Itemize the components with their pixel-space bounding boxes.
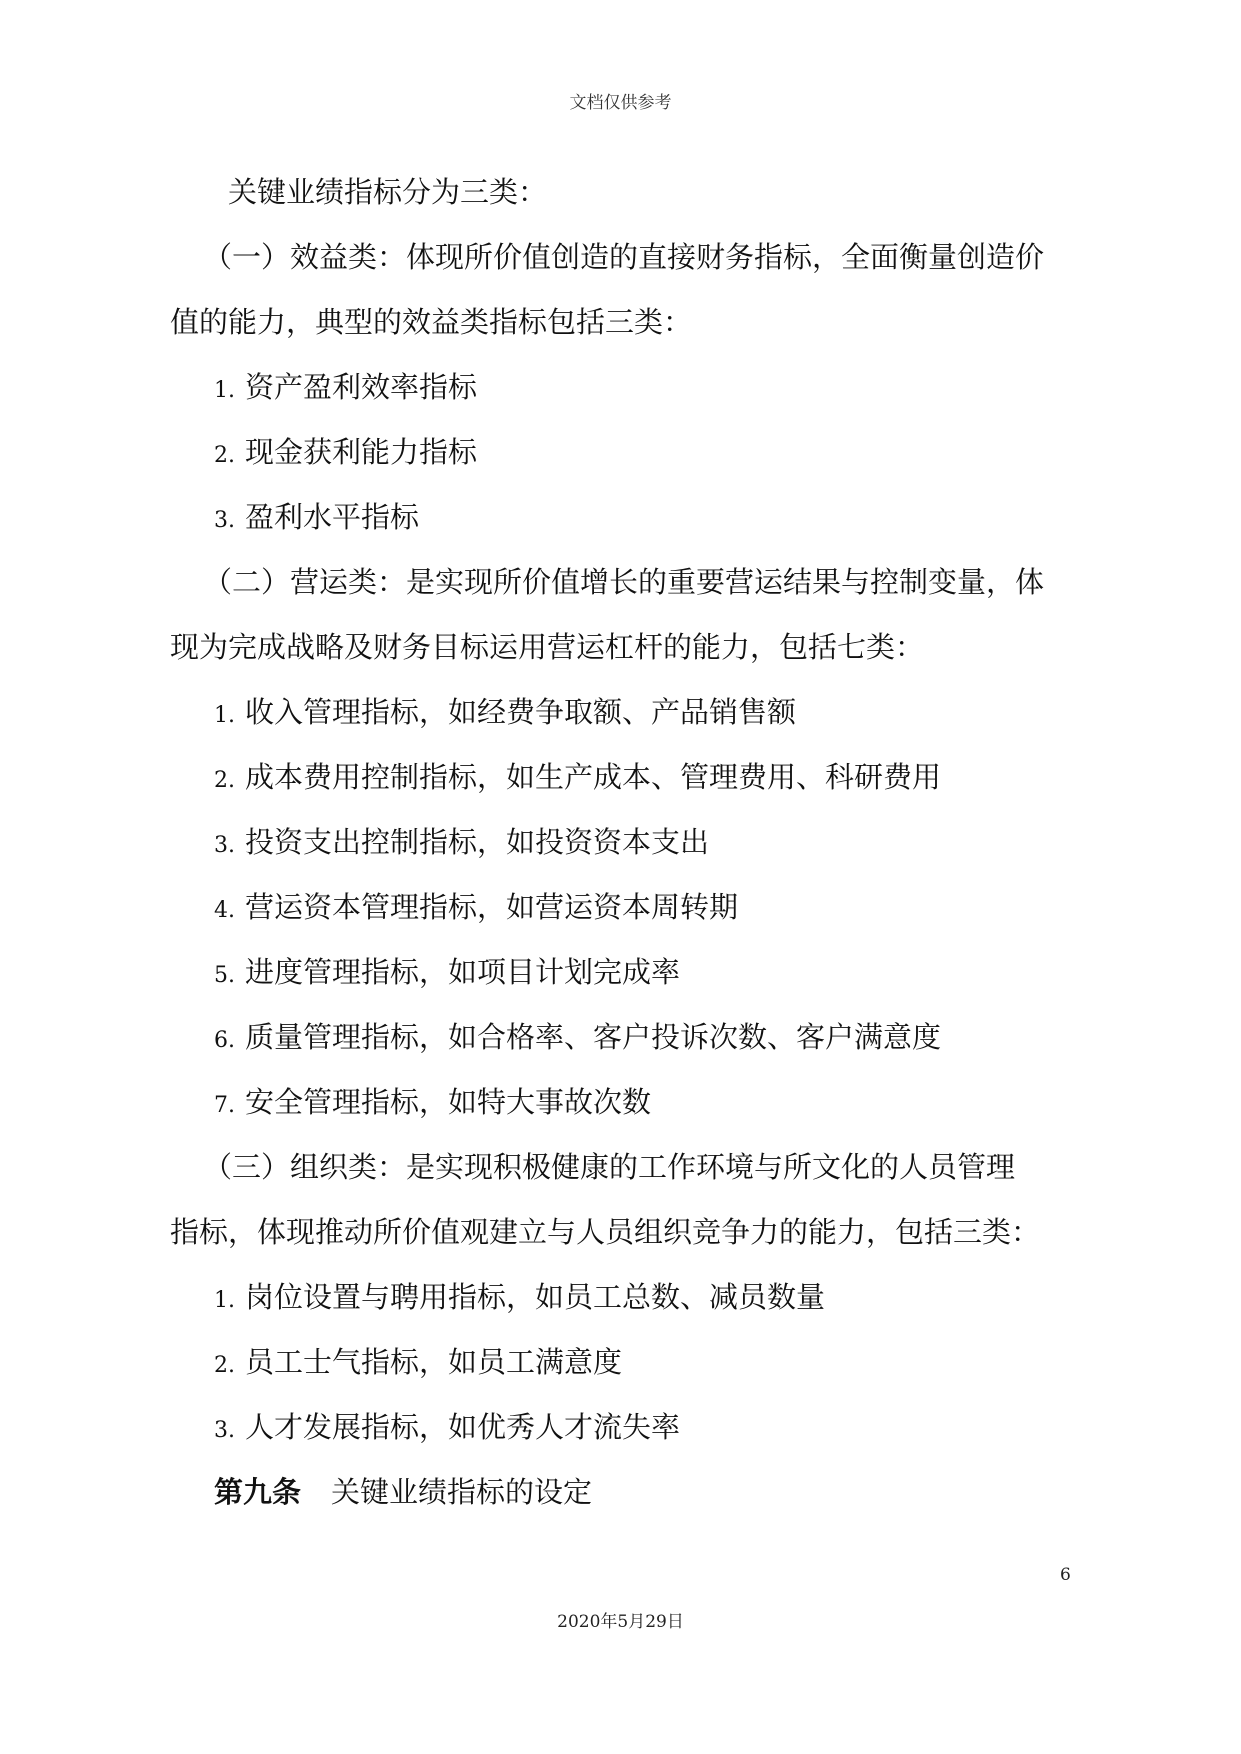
- intro-paragraph: 关键业绩指标分为三类：: [228, 175, 548, 209]
- list-item: 3. 盈利水平指标: [214, 500, 420, 534]
- list-item: 2. 现金获利能力指标: [214, 435, 478, 469]
- list-item: 4. 营运资本管理指标，如营运资本周转期: [214, 890, 739, 924]
- list-item: 1. 收入管理指标，如经费争取额、产品销售额: [214, 695, 797, 729]
- page-number: 6: [1060, 1565, 1071, 1585]
- page-header: 文档仅供参考: [569, 93, 672, 113]
- page-footer-date: 2020年5月29日: [557, 1612, 684, 1632]
- list-item: 1. 资产盈利效率指标: [214, 370, 478, 404]
- list-item: 7. 安全管理指标，如特大事故次数: [214, 1085, 652, 1119]
- section-1-heading: （一）效益类：体现所价值创造的直接财务指标，全面衡量创造价: [203, 240, 1045, 274]
- list-item: 3. 投资支出控制指标，如投资资本支出: [214, 825, 710, 859]
- section-2-heading-cont: 现为完成战略及财务目标运用营运杠杆的能力，包括七类：: [170, 630, 925, 664]
- section-2-heading: （二）营运类：是实现所价值增长的重要营运结果与控制变量，体: [203, 565, 1045, 599]
- article-title: 关键业绩指标的设定: [331, 1475, 593, 1509]
- article-number: 第九条: [214, 1475, 302, 1509]
- list-item: 1. 岗位设置与聘用指标，如员工总数、减员数量: [214, 1280, 826, 1314]
- list-item: 3. 人才发展指标，如优秀人才流失率: [214, 1410, 681, 1444]
- article-heading: [170, 1460, 1070, 1525]
- list-item: 6. 质量管理指标，如合格率、客户投诉次数、客户满意度: [214, 1020, 942, 1054]
- list-item: 2. 成本费用控制指标，如生产成本、管理费用、科研费用: [214, 760, 942, 794]
- list-item: 2. 员工士气指标，如员工满意度: [214, 1345, 623, 1379]
- section-3-heading-cont: 指标，体现推动所价值观建立与人员组织竞争力的能力，包括三类：: [170, 1215, 1041, 1249]
- section-3-heading: （三）组织类：是实现积极健康的工作环境与所文化的人员管理: [203, 1150, 1016, 1184]
- section-1-heading-cont: 值的能力，典型的效益类指标包括三类：: [170, 305, 693, 339]
- list-item: 5. 进度管理指标，如项目计划完成率: [214, 955, 681, 989]
- document-body: [170, 160, 1070, 1525]
